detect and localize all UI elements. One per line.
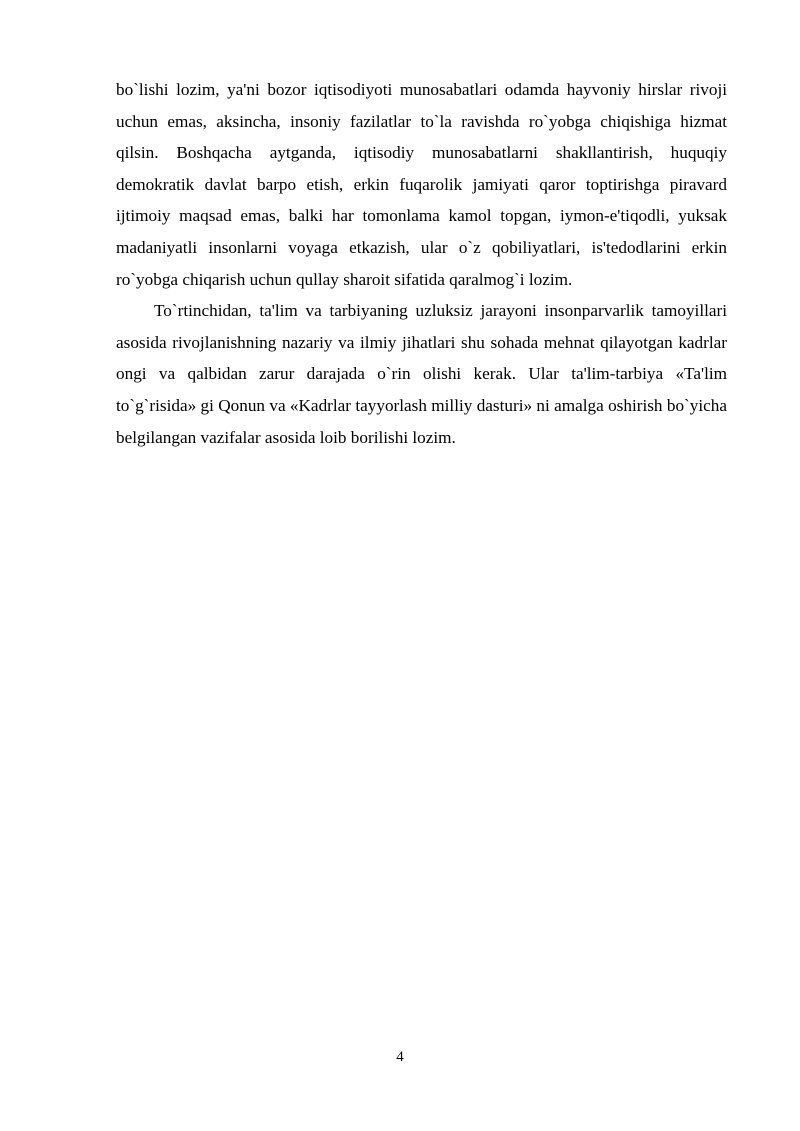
page-number: 4	[396, 1049, 404, 1065]
page-body	[116, 74, 727, 453]
paragraph-continuation: bo`lishi lozim, ya'ni bozor iqtisodiyoti munosabatlari odamda hayvoniy hirslar rivoji uchun emas, aksincha, insoniy fazilatlar to`la ravishda ro`yobga chiqishiga hizmat qilsin. Boshqacha aytganda, iqtisodiy munosabatlarni shakllantirish, huquqiy demokratik davlat barpo etish, erkin fuqarolik jamiyati qaror toptirishga piravard ijtimoiy maqsad emas, balki har tomonlama kamol topgan, iymon-e'tiqodli, yuksak madaniyatli insonlarni voyaga etkazish, ular o`z qobiliyatlari, is'tedodlarini erkin ro`yobga chiqarish uchun qullay sharoit sifatida qaralmog`i lozim.	[116, 80, 727, 289]
paragraph-fourth-point: To`rtinchidan, ta'lim va tarbiyaning uzluksiz jarayoni insonparvarlik tamoyillari asosida rivojlanishning nazariy va ilmiy jihatlari shu sohada mehnat qilayotgan kadrlar ongi va qalbidan zarur darajada o`rin olishi kerak. Ular ta'lim-tarbiya «Ta'lim to`g`risida» gi Qonun va «Kadrlar tayyorlash milliy dasturi» ni amalga oshirish bo`yicha belgilangan vazifalar asosida loib borilishi lozim.	[116, 301, 727, 447]
